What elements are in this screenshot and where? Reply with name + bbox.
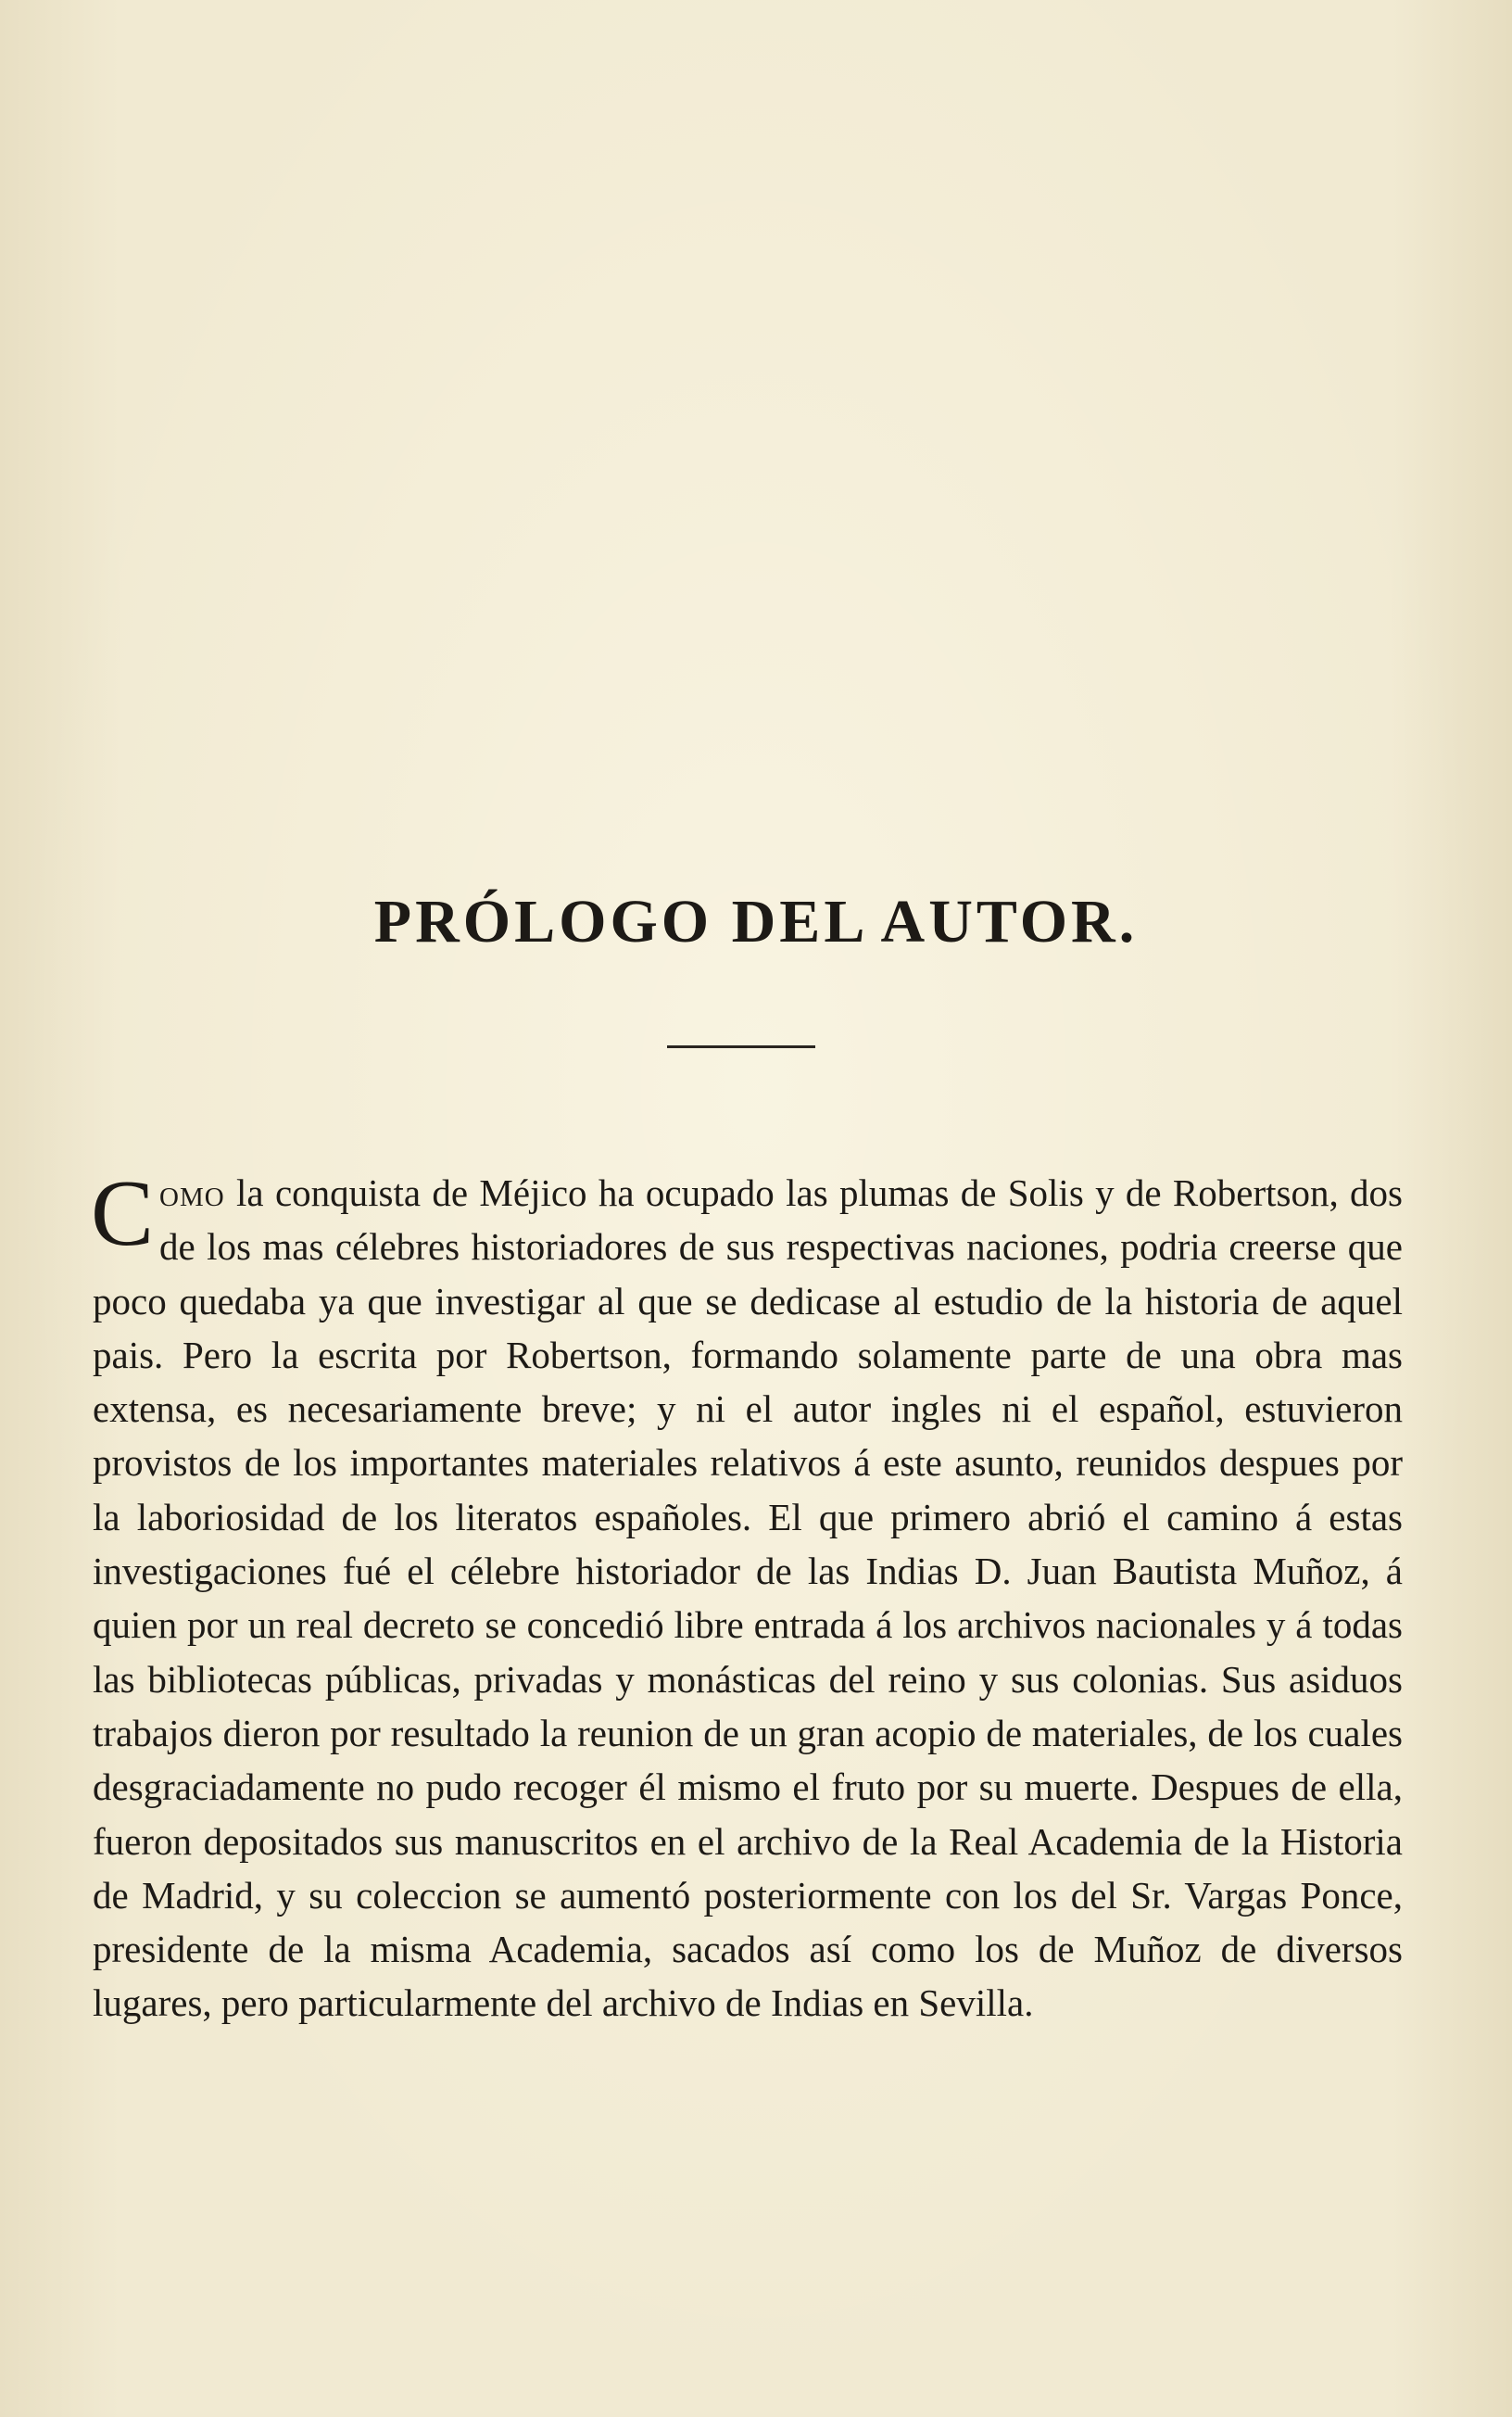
chapter-title: PRÓLOGO DEL AUTOR. <box>373 888 1139 955</box>
paragraph-text: la conquista de Méjico ha ocupado las plumas de Solis y de Robertson, dos de los mas célebres historiadores de sus respectivas naciones, podria creerse que poco quedaba ya que investigar al que se dedicase al estudio de la historia de aquel pais. Pero la escrita por Robertson, formando solamente parte de una obra mas extensa, es necesariamente breve; y ni el autor ingles ni el español, estuvieron provistos de los importantes materiales relativos á este asunto, reunidos despues por la laboriosidad de los literatos españoles. El que primero abrió el camino á estas investigaciones fué el célebre historiador de las Indias D. Juan Bautista Muñoz, á quien por un real decreto se concedió libre entrada á los archivos nacionales y á todas las bibliotecas públicas, privadas y monásticas del reino y sus colonias. Sus asiduos trabajos dieron por resultado la reunion de un gran acopio de materiales, de los cuales desgraciadamente no pudo recoger él mismo el fruto por su muerte. Despues de ella, fueron depositados sus manuscritos en el archivo de la Real Academia de la Historia de Madrid, y su coleccion se aumentó posteriormente con los del Sr. Vargas Ponce, presidente de la misma Academia, sacados así como los de Muñoz de diversos lugares, pero particularmente del archivo de Indias en Sevilla. <box>93 1171 1403 2025</box>
prologue-paragraph <box>91 1161 1403 2031</box>
drop-cap: C <box>91 1161 155 1266</box>
lead-smallcaps: omo <box>159 1171 225 1214</box>
title-rule-divider <box>667 1045 815 1048</box>
